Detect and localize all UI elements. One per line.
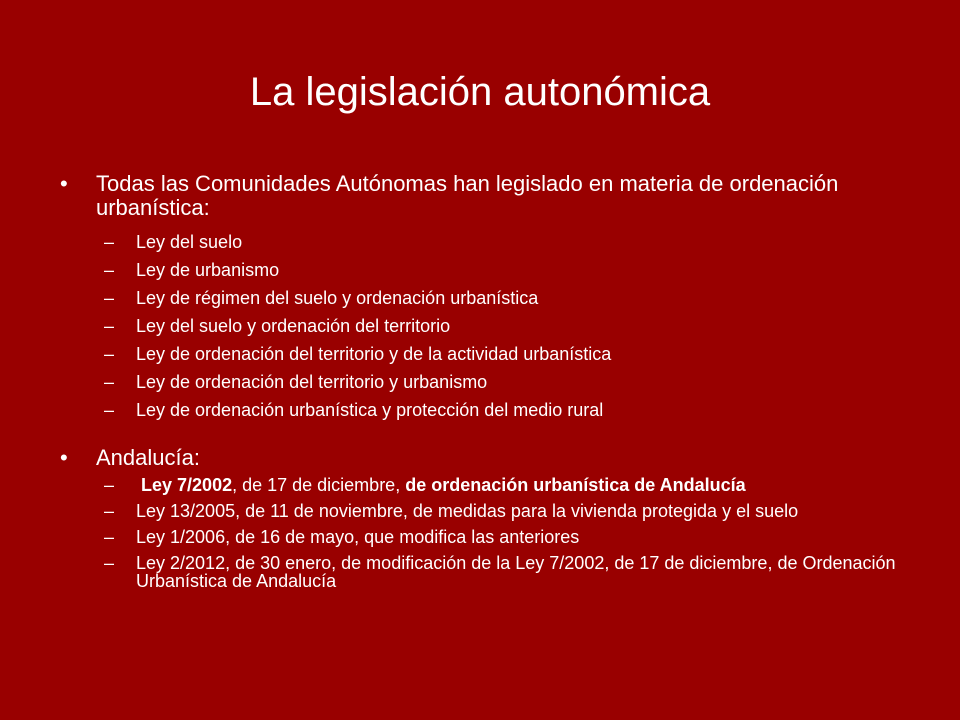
bullet-andalucia [60, 446, 900, 470]
dash-icon: – [104, 232, 115, 252]
dash-icon: – [104, 372, 115, 392]
law-title: de ordenación urbanística de Andalucía [405, 475, 746, 495]
dash-icon: – [104, 260, 115, 280]
law-number: Ley 7/2002 [141, 475, 233, 495]
list-item [60, 344, 900, 364]
list-item-text: Ley de urbanismo [136, 260, 280, 280]
list-item [60, 372, 900, 392]
list-item-text: Ley del suelo [136, 232, 243, 252]
bullet-comunidades [60, 172, 900, 220]
bullet-icon: • [60, 445, 68, 470]
list-item-text: Ley 13/2005, de 11 de noviembre, de medidas para la vivienda protegida y el suelo [136, 501, 799, 521]
list-item [60, 528, 900, 546]
dash-icon: – [104, 501, 115, 521]
law-types-list [60, 232, 900, 420]
dash-icon: – [104, 475, 115, 495]
list-item [60, 502, 900, 520]
list-item-text: Ley 2/2012, de 30 enero, de modificación de la Ley 7/2002, de 17 de diciembre, de Ordenación Urbanística de Andalucía [136, 553, 896, 591]
bullet-text: Andalucía: [96, 445, 200, 470]
list-item-text: Ley de ordenación del territorio y de la actividad urbanística [136, 344, 612, 364]
list-item [60, 554, 900, 590]
dash-icon: – [104, 400, 115, 420]
list-item [60, 232, 900, 252]
list-item-text: Ley de ordenación urbanística y protección del medio rural [136, 400, 604, 420]
list-item-text: Ley de régimen del suelo y ordenación urbanística [136, 288, 539, 308]
slide-title: La legislación autonómica [249, 70, 711, 114]
dash-icon: – [104, 553, 115, 573]
law-date: , de 17 de diciembre, [232, 475, 406, 495]
dash-icon: – [104, 316, 115, 336]
list-item-text: Ley del suelo y ordenación del territorio [136, 316, 451, 336]
list-item [60, 288, 900, 308]
dash-icon: – [104, 288, 115, 308]
list-item [60, 476, 900, 494]
list-item [60, 400, 900, 420]
slide-body [60, 172, 900, 590]
list-item-text: Ley 1/2006, de 16 de mayo, que modifica las anteriores [136, 527, 580, 547]
andalucia-laws-list [60, 476, 900, 590]
list-item [60, 316, 900, 336]
bullet-text: Todas las Comunidades Autónomas han legislado en materia de ordenación urbanística: [96, 171, 839, 220]
list-item-text: Ley de ordenación del territorio y urbanismo [136, 372, 488, 392]
bullet-icon: • [60, 171, 68, 196]
list-item [60, 260, 900, 280]
dash-icon: – [104, 344, 115, 364]
dash-icon: – [104, 527, 115, 547]
